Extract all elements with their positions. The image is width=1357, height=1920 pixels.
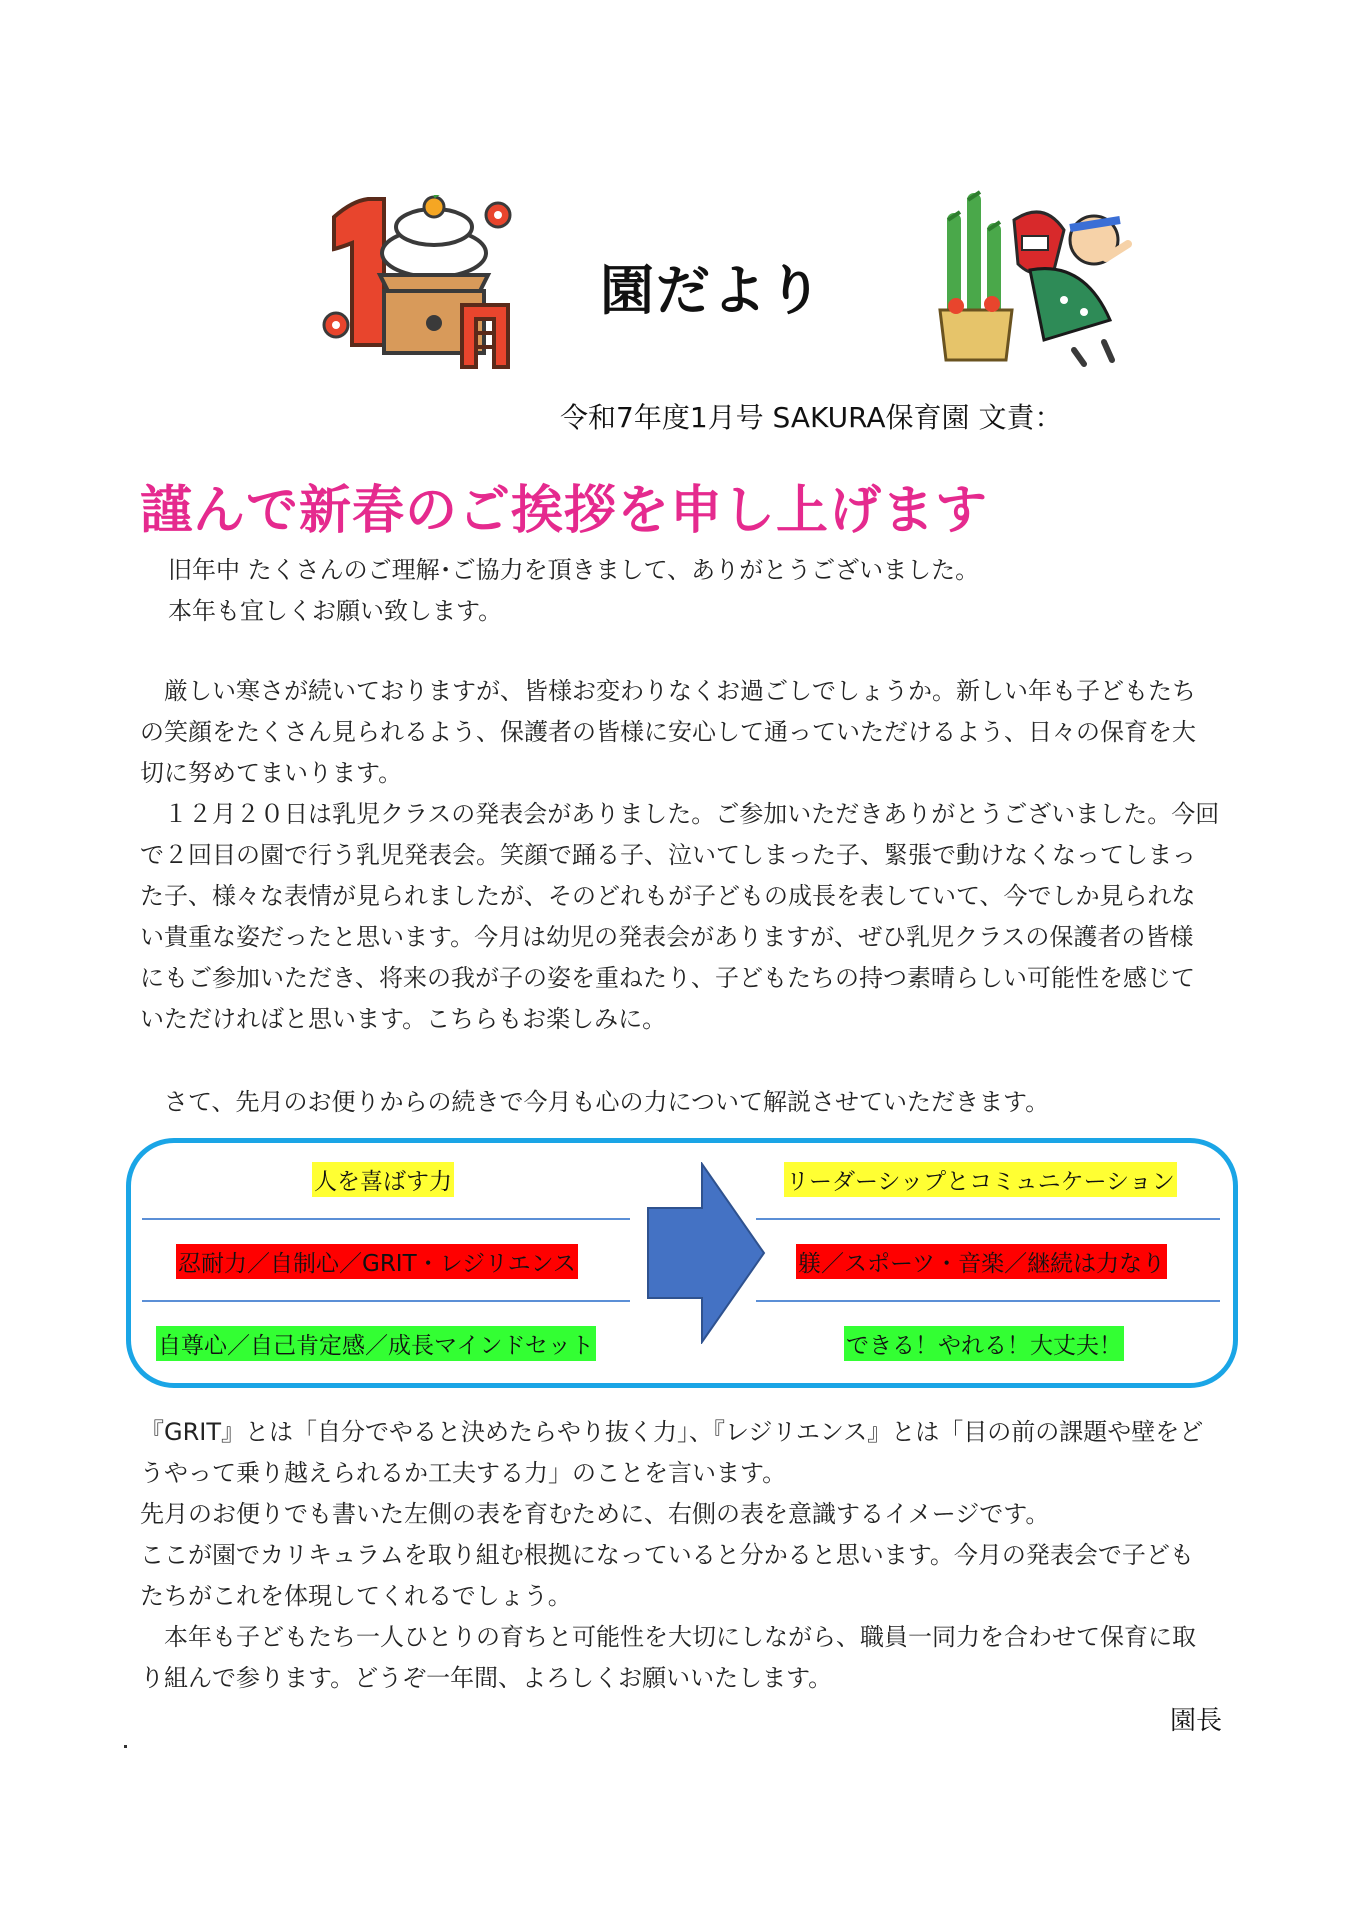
divider — [756, 1218, 1220, 1220]
right-item-1: リーダーシップとコミュニケーション — [784, 1162, 1177, 1197]
body-line: 先月のお便りでも書いた左側の表を育むために、右側の表を意識するイメージです。 — [140, 1500, 1050, 1528]
divider — [142, 1218, 630, 1220]
body-line: 本年も子どもたち一人ひとりの育ちと可能性を大切にしながら、職員一同力を合わせて保育に取 — [140, 1623, 1196, 1651]
body-line: たちがこれを体現してくれるでしょう。 — [140, 1582, 572, 1610]
body-line: いただければと思います。こちらもお楽しみに。 — [140, 1005, 667, 1033]
body-line: １２月２０日は乳児クラスの発表会がありました。ご参加いただきありがとうございました。今回 — [140, 800, 1220, 828]
right-item-2: 躾／スポーツ・音楽／継続は力なり — [796, 1244, 1167, 1279]
body-line: にもご参加いただき、将来の我が子の姿を重ねたり、子どもたちの持つ素晴らしい可能性を感じて — [140, 964, 1196, 992]
page-title: 園だより — [600, 259, 824, 322]
body-line: 『GRIT』とは「自分でやると決めたらやり抜く力」、『レジリエンス』とは「目の前の課題や壁をど — [140, 1418, 1204, 1446]
body-line: 切に努めてまいります。 — [140, 759, 403, 787]
body-line: うやって乗り越えられるか工夫する力」のことを言います。 — [140, 1459, 787, 1487]
body-line: ここが園でカリキュラムを取り組む根拠になっていると分かると思います。今月の発表会で子ども — [140, 1541, 1194, 1569]
kagami-mochi-icon — [322, 195, 518, 370]
lead-line: さて、先月のお便りからの続きで今月も心の力について解説させていただきます。 — [140, 1088, 1050, 1116]
left-item-3: 自尊心／自己肯定感／成長マインドセット — [156, 1326, 596, 1361]
body-line: り組んで参ります。どうぞ一年間、よろしくお願いいたします。 — [140, 1664, 833, 1692]
kadomatsu-shishimai-icon — [934, 180, 1134, 370]
body-line: で２回目の園で行う乳児発表会。笑顔で踊る子、泣いてしまった子、緊張で動けなくなってしまっ — [140, 841, 1196, 869]
body-line: 厳しい寒さが続いておりますが、皆様お変わりなくお過ごしでしょうか。新しい年も子どもたち — [140, 677, 1196, 705]
left-item-2: 忍耐力／自制心／GRIT・レジリエンス — [176, 1244, 578, 1279]
signature: 園長 — [1170, 1706, 1223, 1736]
issue-dateline: 令和7年度1月号 SAKURA保育園 文責： — [560, 401, 1063, 434]
new-year-greeting: 謹んで新春のご挨拶を申し上げます — [140, 481, 989, 541]
divider — [142, 1300, 630, 1302]
intro-line: 旧年中 たくさんのご理解･ご協力を頂きまして、ありがとうございました。 — [168, 556, 980, 584]
body-line: の笑顔をたくさん見られるよう、保護者の皆様に安心して通っていただけるよう、日々の保育を大 — [140, 718, 1196, 746]
right-item-3: できる！やれる！大丈夫！ — [844, 1326, 1124, 1361]
body-line: い貴重な姿だったと思います。今月は幼児の発表会がありますが、ぜひ乳児クラスの保護者の皆様 — [140, 923, 1194, 951]
right-arrow-icon — [646, 1162, 766, 1344]
dot-mark — [124, 1745, 127, 1748]
divider — [756, 1300, 1220, 1302]
body-line: た子、様々な表情が見られましたが、そのどれもが子どもの成長を表していて、今でしか見られな — [140, 882, 1196, 910]
intro-line: 本年も宜しくお願い致します。 — [168, 597, 503, 625]
left-item-1: 人を喜ばす力 — [312, 1162, 454, 1197]
